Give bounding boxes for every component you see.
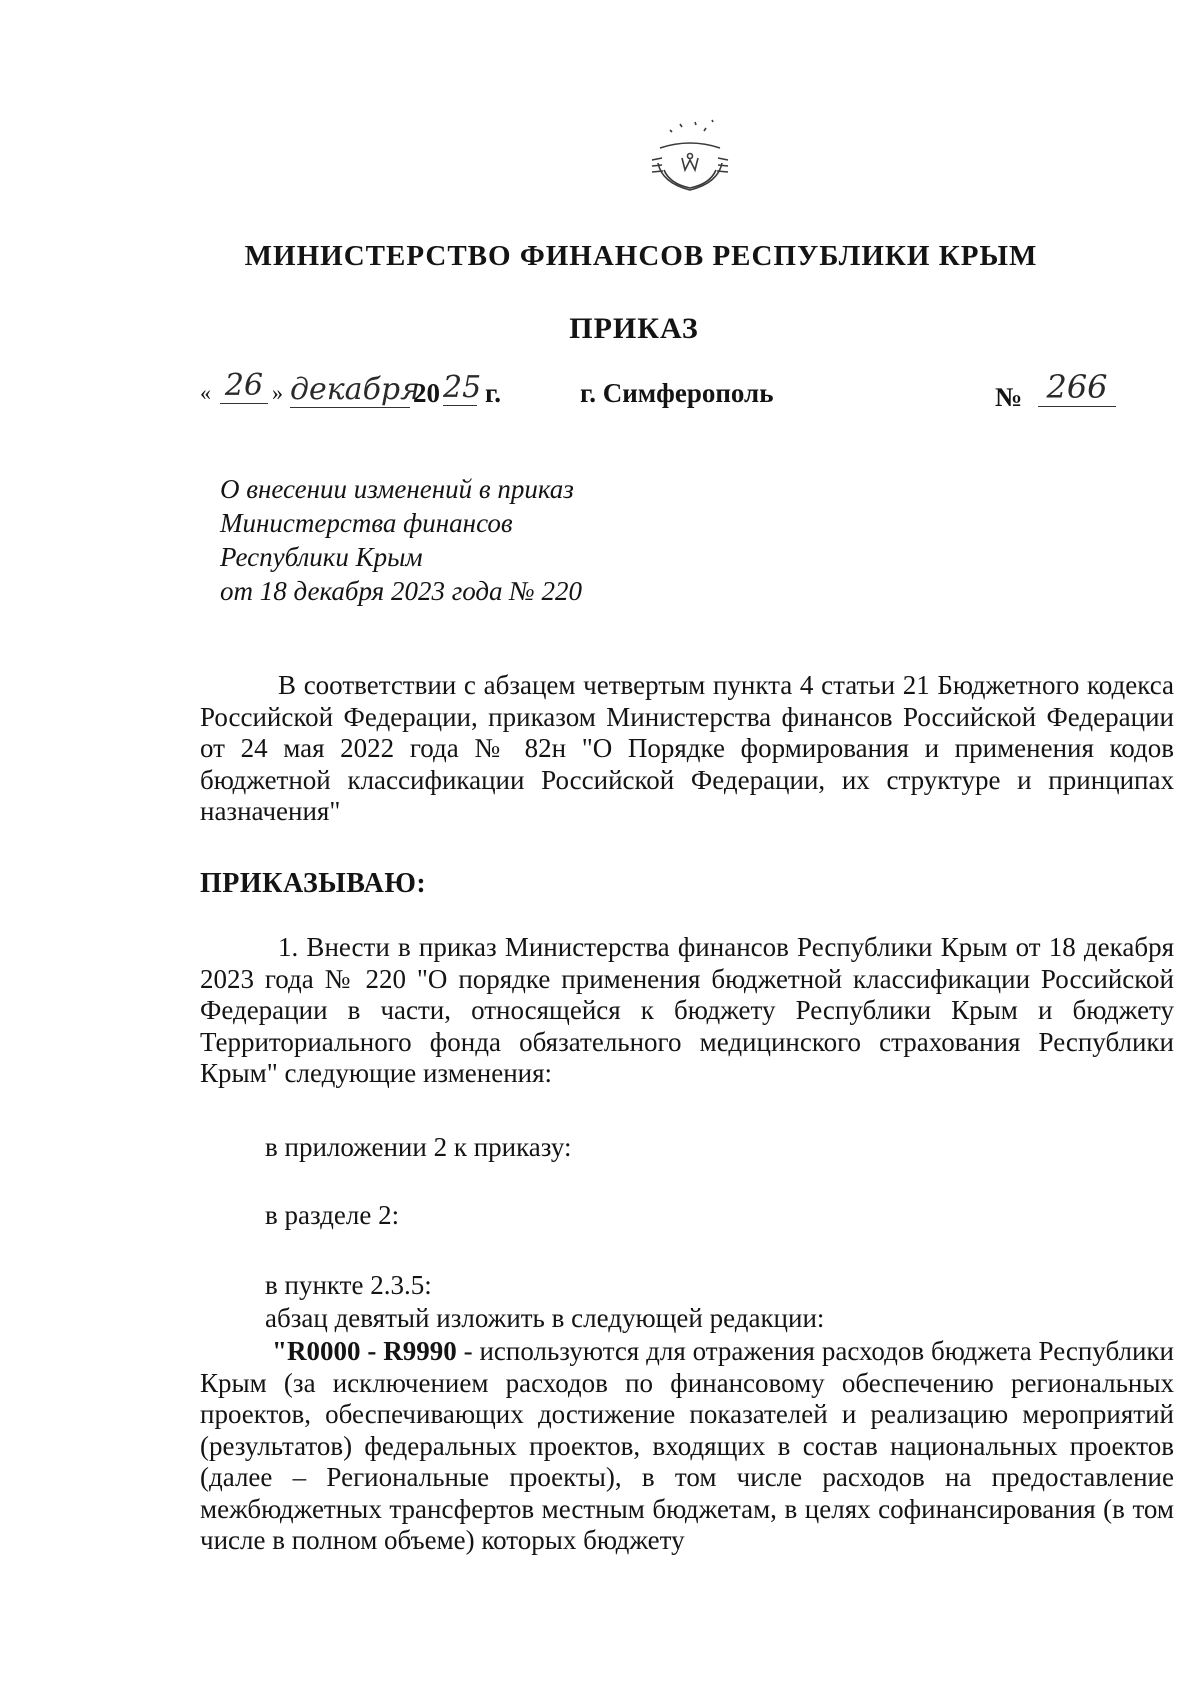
date-number-line (200, 368, 1140, 432)
code-range: "R0000 - R9990 (272, 1336, 457, 1366)
item-1-paragraph: 1. Внести в приказ Министерства финансов Республики Крым от 18 декабря 2023 года № 220 "О порядке применения бюджетной классификации Российской Федерации в части, относящейся к бюджету Республики Крым и бюджету Территориального фонда обязательного медицинского страхования Республики Крым" следующие изменения: (200, 932, 1174, 1088)
date-open-quote: « (200, 380, 211, 405)
date-year-handwritten: 25 (443, 370, 482, 405)
order-number-handwritten: 266 (1038, 368, 1116, 407)
subject-line: от 18 декабря 2023 года № 220 (220, 576, 582, 606)
code-range-paragraph (200, 1336, 1174, 1557)
date-close-quote: » (272, 380, 283, 405)
ministry-title: МИНИСТЕРСТВО ФИНАНСОВ РЕСПУБЛИКИ КРЫМ (244, 240, 1038, 272)
paragraph-instruction-line: абзац девятый изложить в следующей редакции: (265, 1303, 825, 1333)
order-directive-heading: ПРИКАЗЫВАЮ: (200, 868, 427, 899)
date-month-handwritten: декабря (290, 372, 420, 407)
date-year-unit: г. (485, 378, 501, 408)
section-line: в разделе 2: (265, 1200, 400, 1230)
annex-line: в приложении 2 к приказу: (265, 1132, 572, 1162)
date-year-prefix: 20 (413, 378, 440, 408)
basis-paragraph: В соответствии с абзацем четвертым пункта 4 статьи 21 Бюджетного кодекса Российской Федерации, приказом Министерства финансов Российской Федерации от 24 мая 2022 года № 82н "О Порядке формирования и применения кодов бюджетной классификации Российской Федерации, их структуре и принципах назначения" (200, 670, 1174, 826)
point-line: в пункте 2.3.5: (265, 1270, 432, 1300)
number-sign: № (995, 382, 1023, 412)
subject-line: Республики Крым (220, 542, 423, 572)
order-subject (220, 472, 582, 608)
coat-of-arms-emblem (640, 108, 740, 213)
date-day-handwritten: 26 (220, 368, 268, 404)
subject-line: Министерства финансов (220, 508, 513, 538)
document-type-title: ПРИКАЗ (569, 312, 699, 345)
code-range-description: - используются для отражения расходов бюджета Республики Крым (за исключением расходов по финансовому обеспечению региональных проектов, обеспечивающих достижение показателей и реализацию мероприятий (результатов) федеральных проектов, входящих в состав национальных проектов (далее – Региональные проекты), в том числе расходов на предоставление межбюджетных трансфертов местным бюджетам, в целях софинансирования (в том числе в полном объеме) которых бюджету (200, 1336, 1174, 1555)
subject-line: О внесении изменений в приказ (220, 474, 574, 504)
city-name: г. Симферополь (580, 378, 774, 408)
